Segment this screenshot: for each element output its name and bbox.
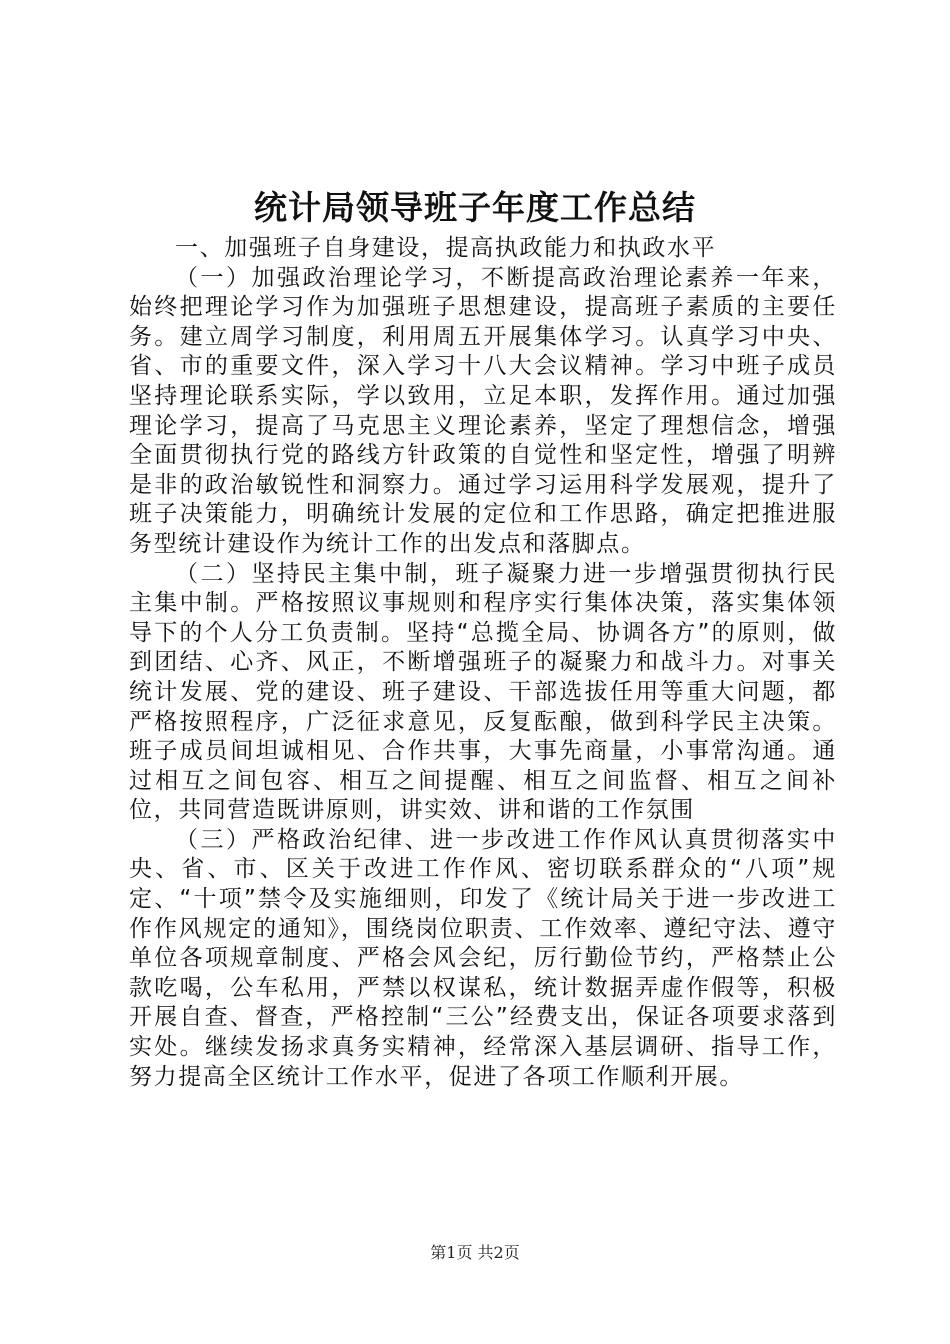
document-body bbox=[129, 234, 837, 1092]
page-footer: 第1页 共2页 bbox=[430, 1243, 520, 1262]
paragraph-2: （二）坚持民主集中制，班子凝聚力进一步增强贯彻执行民主集中制。严格按照议事规则和程序实行集体决策，落实集体领导下的个人分工负责制。坚持“总揽全局、协调各方”的原则，做到团结、心齐、风正，不断增强班子的凝聚力和战斗力。对事关统计发展、党的建设、班子建设、干部选拔任用等重大问题，都严格按照程序，广泛征求意见，反复酝酿，做到科学民主决策。班子成员间坦诚相见、合作共事，大事先商量，小事常沟通。通过相互之间包容、相互之间提醒、相互之间监督、相互之间补位，共同营造既讲原则，讲实效、讲和谐的工作氛围 bbox=[129, 560, 837, 824]
document-title: 统计局领导班子年度工作总结 bbox=[254, 188, 696, 227]
section-heading: 一、加强班子自身建设，提高执政能力和执政水平 bbox=[175, 235, 717, 261]
paragraph-3: （三）严格政治纪律、进一步改进工作作风认真贯彻落实中央、省、市、区关于改进工作作风、密切联系群众的“八项”规定、“十项”禁令及实施细则，印发了《统计局关于进一步改进工作作风规定的通知》，围绕岗位职责、工作效率、遵纪守法、遵守单位各项规章制度、严格会风会纪，厉行勤俭节约，严格禁止公款吃喝，公车私用，严禁以权谋私，统计数据弄虚作假等，积极开展自查、督查，严格控制“三公”经费支出，保证各项要求落到实处。继续发扬求真务实精神，经常深入基层调研、指导工作，努力提高全区统计工作水平，促进了各项工作顺利开展。 bbox=[129, 826, 837, 1090]
paragraph-1: （一）加强政治理论学习，不断提高政治理论素养一年来，始终把理论学习作为加强班子思想建设，提高班子素质的主要任务。建立周学习制度，利用周五开展集体学习。认真学习中央、省、市的重要文件，深入学习十八大会议精神。学习中班子成员坚持理论联系实际，学以致用，立足本职，发挥作用。通过加强理论学习，提高了马克思主义理论素养，坚定了理想信念，增强全面贯彻执行党的路线方针政策的自觉性和坚定性，增强了明辨是非的政治敏锐性和洞察力。通过学习运用科学发展观，提升了班子决策能力，明确统计发展的定位和工作思路，确定把推进服务型统计建设作为统计工作的出发点和落脚点。 bbox=[129, 264, 837, 557]
